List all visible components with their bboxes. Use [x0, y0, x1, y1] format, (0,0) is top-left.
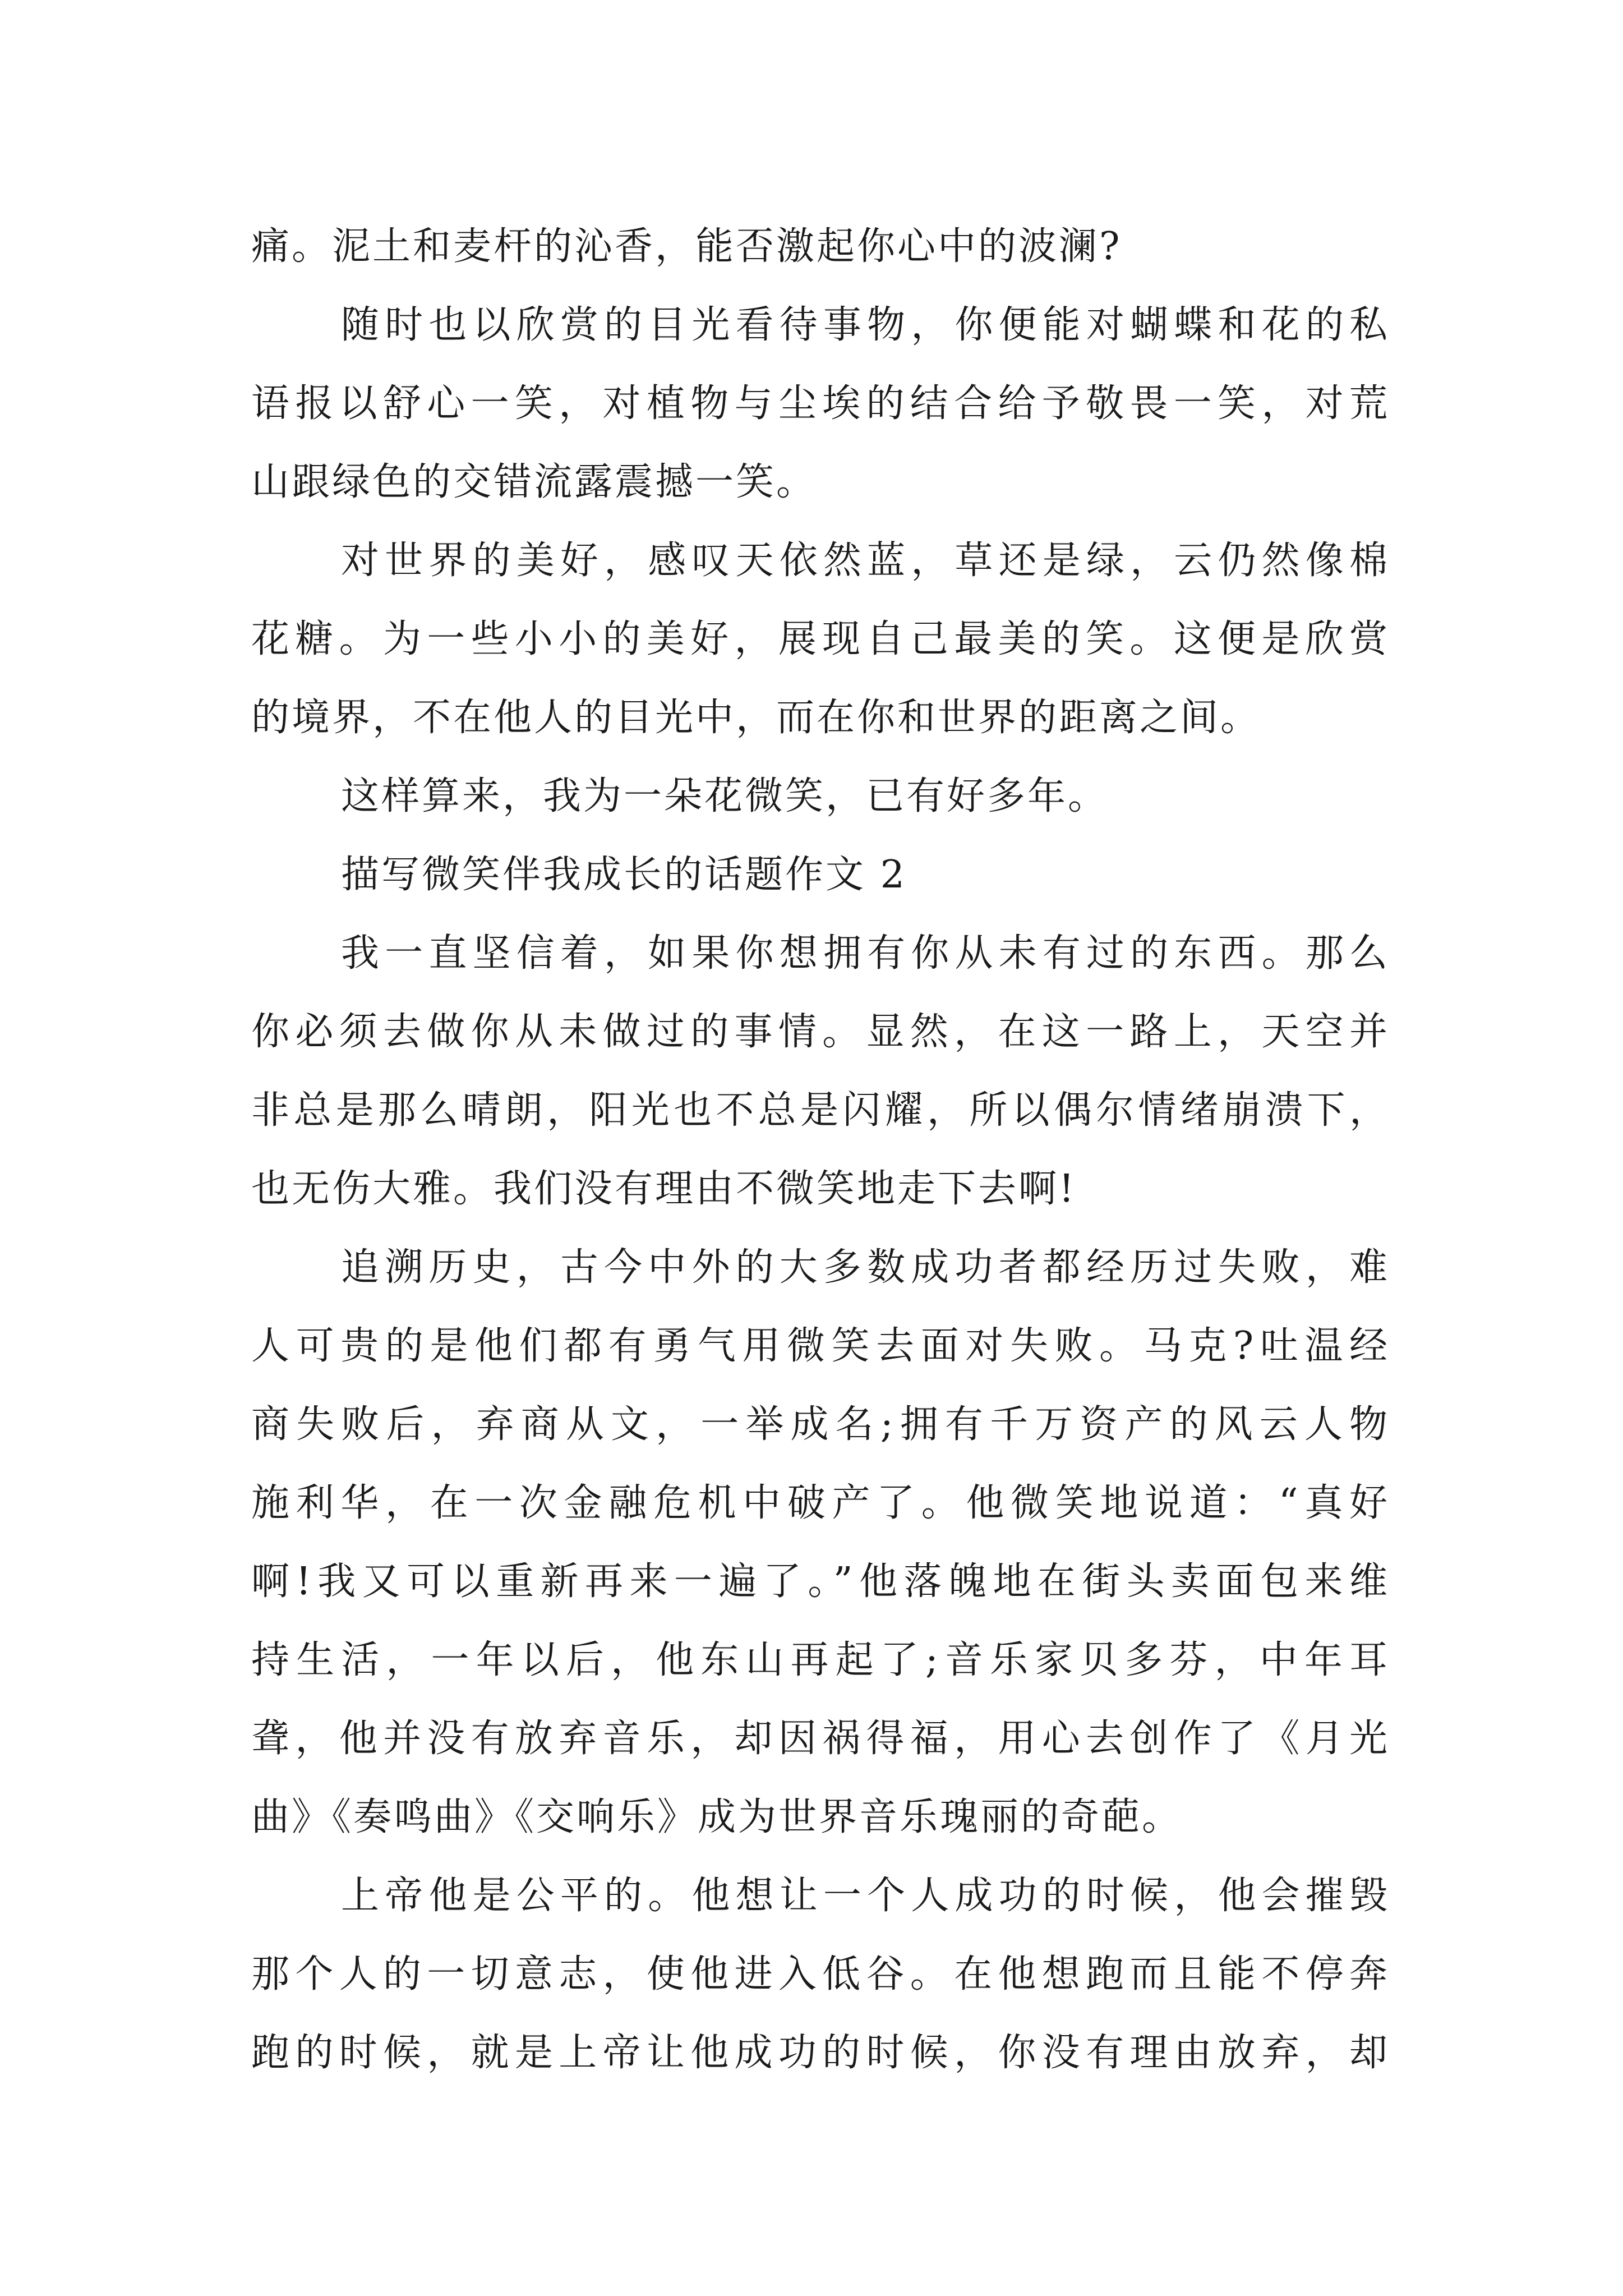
text-line: 啊!我又可以重新再来一遍了。”他落魄地在街头卖面包来维 [251, 1559, 1390, 1604]
text-line: 痛。泥土和麦杆的沁香，能否激起你心中的波澜? [251, 224, 1122, 269]
paragraph-first-line: 对世界的美好，感叹天依然蓝，草还是绿，云仍然像棉 [341, 539, 1390, 583]
text-line: 你必须去做你从未做过的事情。显然，在这一路上，天空并 [251, 1010, 1390, 1054]
paragraph-first-line: 上帝他是公平的。他想让一个人成功的时候，他会摧毁 [341, 1874, 1390, 1918]
paragraph-first-line: 这样算来，我为一朵花微笑，已有好多年。 [341, 774, 1109, 818]
text-line: 语报以舒心一笑，对植物与尘埃的结合给予敬畏一笑，对荒 [251, 381, 1390, 426]
text-line: 施利华，在一次金融危机中破产了。他微笑地说道：“真好 [251, 1481, 1390, 1525]
text-line: 人可贵的是他们都有勇气用微笑去面对失败。马克?吐温经 [251, 1324, 1390, 1368]
text-line: 也无伤大雅。我们没有理由不微笑地走下去啊! [251, 1167, 1077, 1211]
text-line: 的境界，不在他人的目光中，而在你和世界的距离之间。 [251, 696, 1261, 740]
document-body [251, 208, 1390, 2092]
text-line: 商失败后，弃商从文，一举成名;拥有千万资产的风云人物 [251, 1402, 1390, 1447]
paragraph-first-line: 追溯历史，古今中外的大多数成功者都经历过失败，难 [341, 1245, 1390, 1290]
text-line: 山跟绿色的交错流露震撼一笑。 [251, 460, 817, 504]
text-line: 聋，他并没有放弃音乐，却因祸得福，用心去创作了《月光 [251, 1717, 1390, 1761]
paragraph-first-line: 随时也以欣赏的目光看待事物，你便能对蝴蝶和花的私 [341, 303, 1390, 347]
text-line: 持生活，一年以后，他东山再起了;音乐家贝多芬，中年耳 [251, 1638, 1390, 1682]
text-line: 跑的时候，就是上帝让他成功的时候，你没有理由放弃，却 [251, 2031, 1390, 2075]
paragraph-first-line: 我一直坚信着，如果你想拥有你从未有过的东西。那么 [341, 931, 1390, 976]
section-heading: 描写微笑伴我成长的话题作文 2 [341, 853, 907, 897]
text-line: 那个人的一切意志，使他进入低谷。在他想跑而且能不停奔 [251, 1952, 1390, 1996]
text-line: 花糖。为一些小小的美好，展现自己最美的笑。这便是欣赏 [251, 617, 1390, 661]
text-line: 曲》《奏鸣曲》《交响乐》成为世界音乐瑰丽的奇葩。 [251, 1795, 1183, 1839]
text-line: 非总是那么晴朗，阳光也不总是闪耀，所以偶尔情绪崩溃下， [251, 1088, 1390, 1133]
